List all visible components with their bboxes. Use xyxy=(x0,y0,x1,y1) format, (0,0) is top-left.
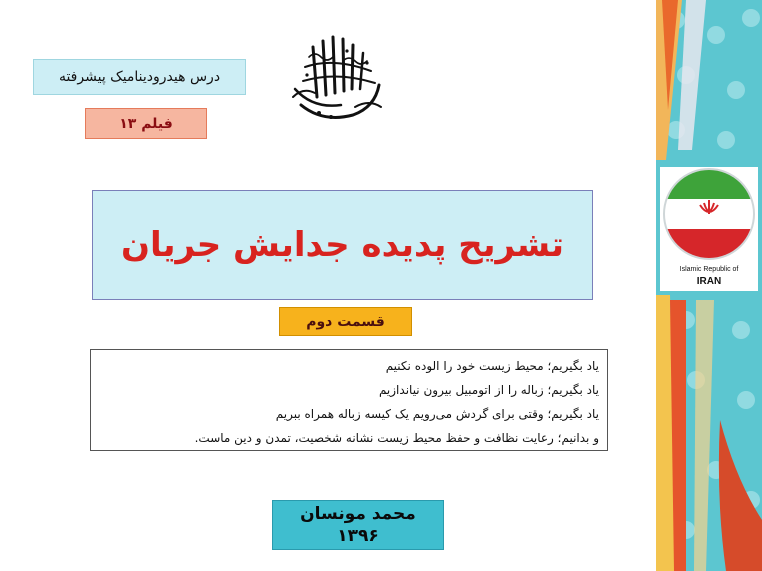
flag-card xyxy=(660,167,758,291)
iran-flag-icon xyxy=(660,167,758,265)
film-label: فیلم ۱۳ xyxy=(85,108,207,139)
note-line: یاد بگیریم؛ زباله را از اتومبیل بیرون نیاندازیم xyxy=(378,383,599,397)
flag-caption-small: Islamic Republic of xyxy=(679,266,739,273)
bismillah-calligraphy-icon xyxy=(283,27,389,127)
note-line: یاد بگیریم؛ وقتی برای گردش می‌رویم یک کیسه زباله همراه ببریم xyxy=(275,407,599,421)
notes-box xyxy=(90,349,608,451)
flag-caption-country: IRAN xyxy=(696,276,722,287)
page-title: تشریح پدیده جدایش جریان xyxy=(92,190,593,300)
author-year: ۱۳۹۶ xyxy=(337,526,379,546)
author-name: محمد مونسان xyxy=(300,504,416,524)
decorative-side-panel xyxy=(656,0,762,571)
note-line: و بدانیم؛ رعایت نظافت و حفظ محیط زیست نشانه شخصیت، تمدن و دین ماست. xyxy=(194,431,599,445)
note-line: یاد بگیریم؛ محیط زیست خود را الوده نکنیم xyxy=(385,359,599,373)
part-label: قسمت دوم xyxy=(279,307,412,336)
author-box xyxy=(272,500,444,550)
course-label: درس هیدرودینامیک پیشرفته xyxy=(33,59,246,95)
